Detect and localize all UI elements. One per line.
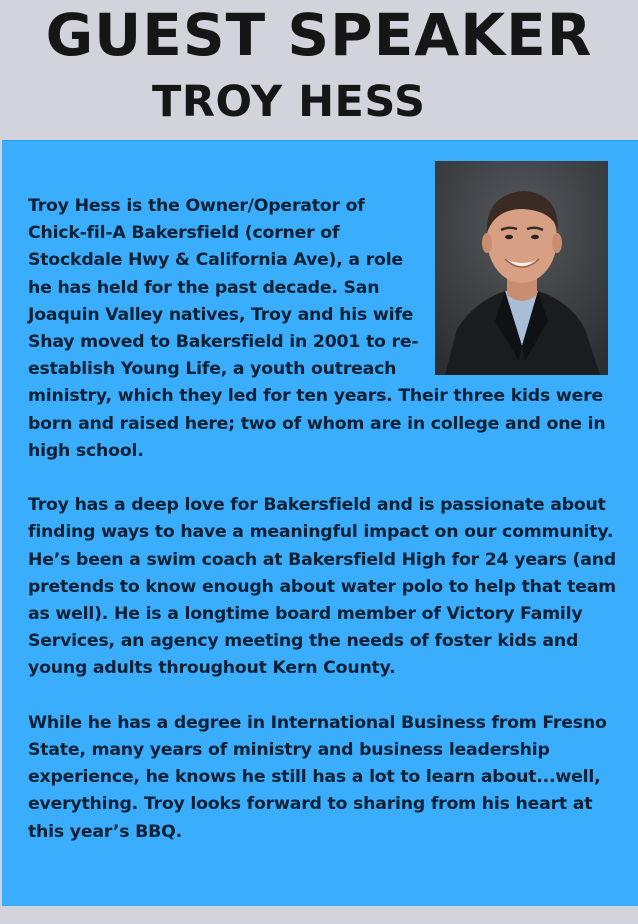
speaker-name: TROY HESS	[152, 77, 426, 127]
bio-text	[28, 193, 628, 873]
bio-paragraph-3: While he has a degree in International Business from Fresno State, many years of ministry and business leadership experience, he knows he still has a lot to learn about...well, everything. Troy looks forward to sharing from his heart at this year’s BBQ.	[28, 712, 607, 842]
page-title: GUEST SPEAKER	[45, 1, 593, 69]
bio-paragraph-2: Troy has a deep love for Bakersfield and is passionate about finding ways to have a meaningful impact on our community. He’s been a swim coach at Bakersfield High for 24 years (and pretends to know enough about water polo to help that team as well). He is a longtime board member of Victory Family Services, an agency meeting the needs of foster kids and young adults throughout Kern County.	[28, 495, 616, 679]
bio-panel	[2, 140, 638, 906]
bio-paragraph-1: Troy Hess is the Owner/Operator of Chick-fil-A Bakersfield (corner of Stockdale Hwy & California Ave), a role he has held for the past decade. San Joaquin Valley natives, Troy and his wife Shay moved to Bakersfield in 2001 to re-establish Young Life, a youth outreach ministry, which they led for ten years. Their three kids were born and raised here; two of whom are in college and one in high school.	[28, 196, 606, 461]
